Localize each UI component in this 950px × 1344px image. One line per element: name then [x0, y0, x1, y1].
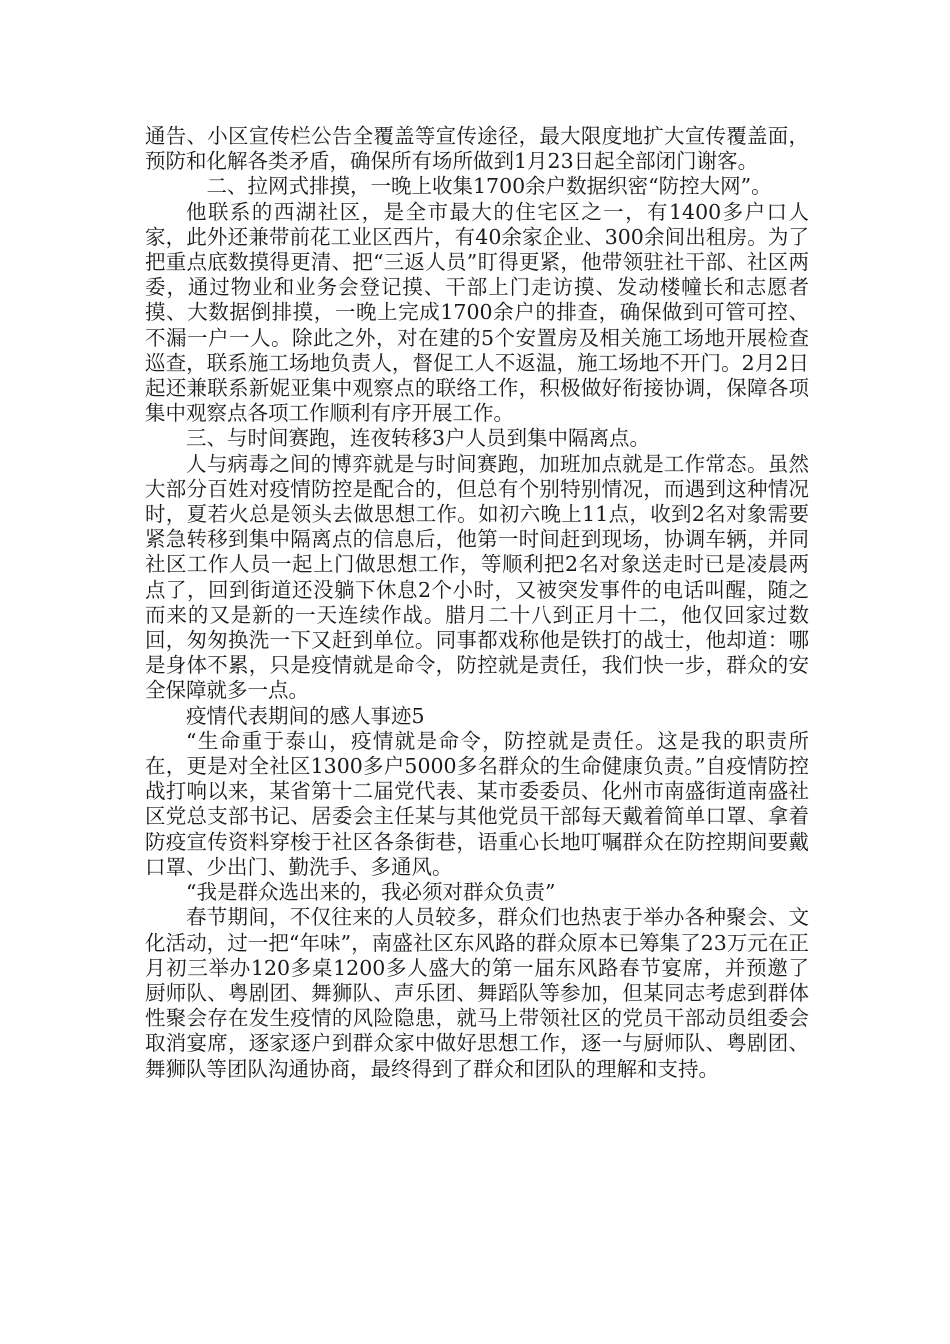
article-title: 疫情代表期间的感人事迹5 — [186, 703, 425, 728]
body-paragraph: 春节期间，不仅往来的人员较多，群众们也热衷于举办各种聚会、文化活动，过一把“年味”，南盛社区东风路的群众原本已筹集了23万元在正月初三举办120多桌1200多人盛大的第一届东风路春节宴席，并预邀了厨师队、粤剧团、舞狮队、声乐团、舞蹈队等参加，但某同志考虑到群体性聚会存在发生疫情的风险隐患，就马上带领社区的党员干部动员组委会取消宴席，逐家逐户到群众家中做好思想工作，逐一与厨师队、粤剧团、舞狮队等团队沟通协商，最终得到了群众和团队的理解和支持。 — [145, 905, 809, 1081]
body-paragraph: 他联系的西湖社区，是全市最大的住宅区之一，有1400多户口人家，此外还兼带前花工业区西片，有40余家企业、300余间出租房。为了把重点底数摸得更清、把“三返人员”盯得更紧，他带领驻社干部、社区两委，通过物业和业务会登记摸、干部上门走访摸、发动楼幢长和志愿者摸、大数据倒排摸，一晚上完成1700余户的排查，确保做到可管可控、不漏一户一人。除此之外，对在建的5个安置房及相关施工场地开展检查巡查，联系施工场地负责人，督促工人不返温，施工场地不开门。2月2日起还兼联系新妮亚集中观察点的联络工作，积极做好衔接协调，保障各项集中观察点各项工作顺利有序开展工作。 — [145, 199, 809, 426]
section-heading: 二、拉网式排摸，一晚上收集1700余户数据织密“防控大网”。 — [206, 174, 772, 199]
section-heading: “我是群众选出来的，我必须对群众负责” — [186, 880, 556, 905]
document-body — [145, 124, 809, 1082]
body-paragraph: 通告、小区宣传栏公告全覆盖等宣传途径，最大限度地扩大宣传覆盖面，预防和化解各类矛盾，确保所有场所做到1月23日起全部闭门谢客。 — [145, 124, 809, 174]
section-heading: 三、与时间赛跑，连夜转移3户人员到集中隔离点。 — [186, 426, 651, 451]
body-paragraph: 人与病毒之间的博弈就是与时间赛跑，加班加点就是工作常态。虽然大部分百姓对疫情防控是配合的，但总有个别特别情况，而遇到这种情况时，夏若火总是领头去做思想工作。如初六晚上11点，收到2名对象需要紧急转移到集中隔离点的信息后，他第一时间赶到现场，协调车辆，并同社区工作人员一起上门做思想工作，等顺利把2名对象送走时已是凌晨两点了，回到街道还没躺下休息2个小时，又被突发事件的电话叫醒，随之而来的又是新的一天连续作战。腊月二十八到正月十二，他仅回家过数回，匆匆换洗一下又赶到单位。同事都戏称他是铁打的战士，他却道：哪是身体不累，只是疫情就是命令，防控就是责任，我们快一步，群众的安全保障就多一点。 — [145, 451, 809, 703]
body-paragraph: “生命重于泰山，疫情就是命令，防控就是责任。这是我的职责所在，更是对全社区1300多户5000多名群众的生命健康负责。”自疫情防控战打响以来，某省第十二届党代表、某市委委员、化州市南盛街道南盛社区党总支部书记、居委会主任某与其他党员干部每天戴着简单口罩、拿着防疫宣传资料穿梭于社区各条街巷，语重心长地叮嘱群众在防控期间要戴口罩、少出门、勤洗手、多通风。 — [145, 728, 809, 879]
